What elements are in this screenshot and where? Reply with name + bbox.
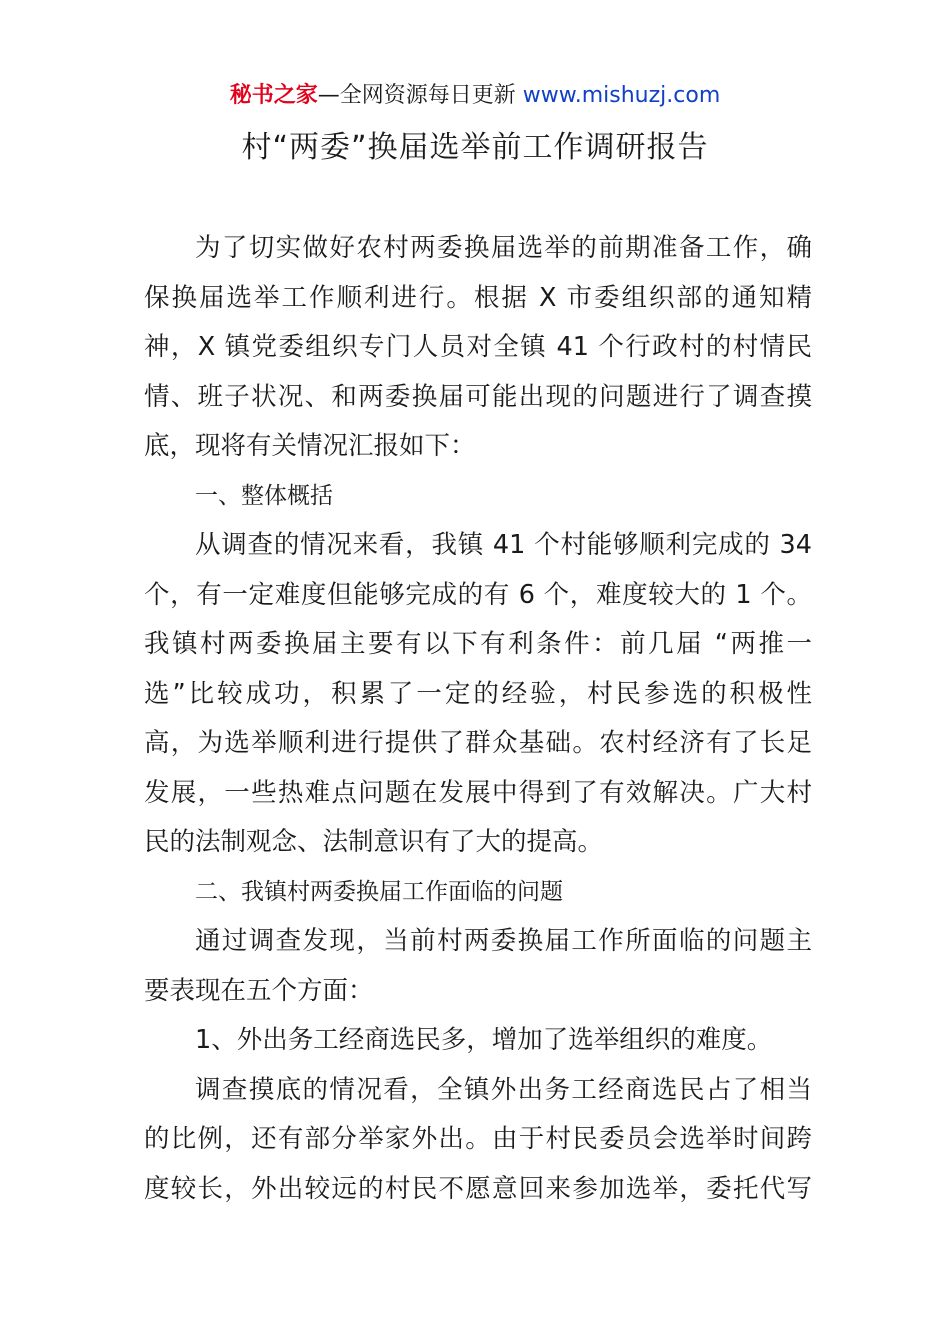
paragraph-line: 调查摸底的情况看，全镇外出务工经商选民占了相当 [195, 1074, 812, 1105]
paragraph-line: 我镇村两委换届主要有以下有利条件：前几届 “两推一 [144, 629, 812, 659]
paragraph-line: 为了切实做好农村两委换届选举的前期准备工作，确 [195, 233, 812, 263]
paragraph-line: 度较长，外出较远的村民不愿意回来参加选举，委托代写 [144, 1173, 812, 1204]
paragraph-line: 的比例，还有部分举家外出。由于村民委员会选举时间跨 [144, 1124, 812, 1154]
section-heading: 二、我镇村两委换届工作面临的问题 [195, 878, 563, 905]
site-tagline: —全网资源每日更新 [317, 83, 516, 108]
site-header [0, 80, 950, 112]
paragraph-line: 通过调查发现，当前村两委换届工作所面临的问题主 [195, 926, 812, 956]
paragraph-line: 个，有一定难度但能够完成的有 6 个，难度较大的 1 个。 [144, 579, 812, 610]
section-heading: 一、整体概括 [195, 482, 333, 509]
paragraph-line: 要表现在五个方面： [144, 975, 374, 1006]
paragraph-line: 情、班子状况、和两委换届可能出现的问题进行了调查摸 [144, 381, 812, 412]
paragraph-line: 神，X 镇党委组织专门人员对全镇 41 个行政村的村情民 [144, 332, 812, 362]
paragraph-line: 民的法制观念、法制意识有了大的提高。 [144, 827, 604, 857]
site-url-link[interactable]: www.mishuzj.com [522, 83, 721, 108]
paragraph-line: 高，为选举顺利进行提供了群众基础。农村经济有了长足 [144, 728, 812, 758]
paragraph-line: 发展，一些热难点问题在发展中得到了有效解决。广大村 [144, 777, 812, 808]
paragraph-line: 从调查的情况来看，我镇 41 个村能够顺利完成的 34 [195, 530, 812, 560]
document-title: 村“两委”换届选举前工作调研报告 [241, 130, 709, 165]
paragraph-line: 底，现将有关情况汇报如下： [144, 431, 476, 461]
document-body [144, 224, 812, 1214]
subsection-heading: 1、外出务工经商选民多，增加了选举组织的难度。 [195, 1025, 773, 1055]
paragraph-line: 选”比较成功，积累了一定的经验，村民参选的积极性 [144, 678, 812, 709]
site-brand: 秘书之家 [229, 83, 318, 108]
paragraph-line: 保换届选举工作顺利进行。根据 X 市委组织部的通知精 [144, 282, 812, 313]
